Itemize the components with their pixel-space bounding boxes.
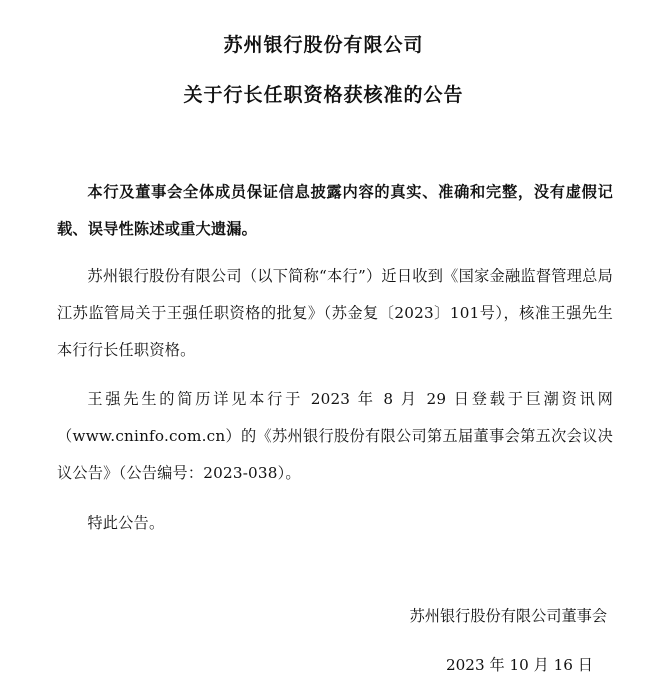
disclosure-statement: 本行及董事会全体成员保证信息披露内容的真实、准确和完整，没有虚假记载、误导性陈述或重大遗漏。 [57, 183, 613, 238]
document-date: 2023 年 10 月 16 日 [445, 656, 593, 674]
signature-board: 苏州银行股份有限公司董事会 [409, 607, 607, 625]
document-title-subject: 关于行长任职资格获核准的公告 [183, 84, 464, 106]
document-title-company: 苏州银行股份有限公司 [223, 34, 424, 56]
closing-text: 特此公告。 [87, 514, 165, 532]
body-paragraph-resume: 王强先生的简历详见本行于 2023 年 8 月 29 日登载于巨潮资讯网（www.cninfo.com.cn）的《苏州银行股份有限公司第五届董事会第五次会议决议公告》（公告编号：2023-038）。 [57, 390, 613, 482]
body-paragraph-approval: 苏州银行股份有限公司（以下简称“本行”）近日收到《国家金融监督管理总局江苏监管局关于王强任职资格的批复》（苏金复〔2023〕101号），核准王强先生本行行长任职资格。 [57, 267, 613, 359]
